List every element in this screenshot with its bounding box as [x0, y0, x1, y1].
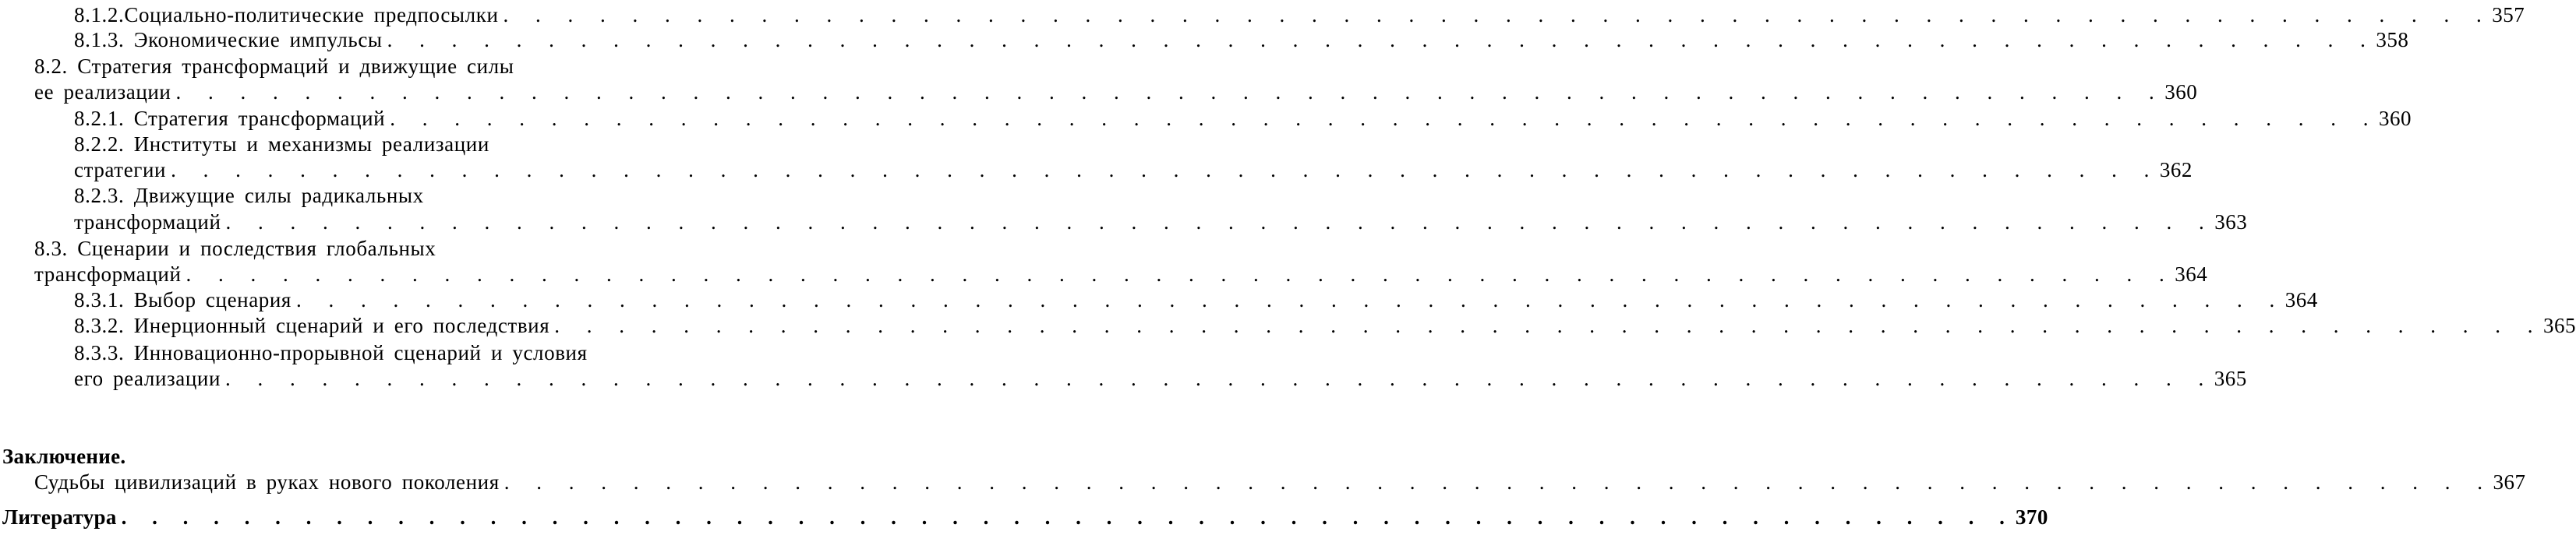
toc-entry-page: 358	[2376, 28, 2409, 51]
toc-entry-page: 370	[2015, 505, 2048, 529]
toc-entry-page: 357	[2492, 3, 2525, 26]
toc-section-literature	[0, 504, 2048, 530]
toc-entry-title: 8.3. Сценарии и последствия глобальных	[34, 237, 436, 260]
dot-leader: . . . . . . . . . . . . . . . . . . . . . . . . . . . . . . . . . . . . . . . . . . . . . . . . . . . . . . . . . . . . . .	[186, 262, 2174, 286]
toc-entry-title: 8.2.2. Институты и механизмы реализации	[74, 132, 489, 156]
toc-entry-page: 360	[2164, 80, 2198, 104]
dot-leader: . . . . . . . . . . . . . . . . . . . . . . . . . . . . . . . . . . . . . . . . . . . . . . . . . . . . . . . . . . . . . .	[225, 210, 2214, 234]
toc-entry-8-3	[0, 235, 691, 262]
toc-entry-title: 8.2.1. Стратегия трансформаций	[74, 107, 386, 130]
dot-leader: . . . . . . . . . . . . . . . . . . . . . . . . . . . . . . . . . . . . . . . . . . . . . . . . . . . . . . . . . . . . . .	[503, 3, 2491, 26]
toc-entry-8-1-2	[0, 2, 2525, 28]
dot-leader: . . . . . . . . . . . . . . . . . . . . . . . . . . . . . . . . . . . . . . . . . . . . . . . . . . . . . . . . . . . . . .	[225, 367, 2213, 390]
toc-entry-page: 360	[2379, 107, 2412, 130]
toc-entry-8-2-cont	[0, 79, 2198, 105]
toc-entry-title: 8.3.2. Инерционный сценарий и его последствия	[74, 314, 550, 337]
toc-entry-title: трансформаций	[34, 262, 182, 286]
toc-entry-8-2-3	[0, 182, 691, 209]
toc-entry-page: 362	[2159, 158, 2193, 181]
toc-entry-title: стратегии	[74, 158, 167, 181]
toc-entry-title: его реализации	[74, 367, 221, 390]
dot-leader: . . . . . . . . . . . . . . . . . . . . . . . . . . . . . . . . . . . . . . . . . . . . . . . . . . . . . . . . . . . . . .	[390, 107, 2377, 130]
toc-entry-8-3-1	[0, 287, 2318, 313]
toc-section-heading: Заключение.	[2, 445, 126, 468]
toc-entry-page: 364	[2284, 288, 2318, 311]
dot-leader: . . . . . . . . . . . . . . . . . . . . . . . . . . . . . . . . . . . . . . . . . . . . . . . . . . . . . . . . . . . . . .	[171, 158, 2158, 181]
toc-entry-title: Судьбы цивилизаций в руках нового поколения	[34, 470, 500, 494]
toc-entry-8-3-3	[0, 340, 691, 366]
toc-entry-8-2-1	[0, 105, 2412, 132]
toc-entry-title: трансформаций	[74, 210, 221, 234]
toc-entry-8-2-2-cont	[0, 157, 2193, 183]
toc-entry-8-1-3	[0, 26, 2409, 53]
toc-entry-8-2-2	[0, 131, 691, 157]
toc-entry-8-2	[0, 53, 691, 79]
toc-entry-8-3-2	[0, 312, 2576, 339]
toc-entry-page: 363	[2214, 210, 2248, 234]
toc-entry-title: 8.1.2.Социально-политические предпосылки	[74, 3, 499, 26]
toc-entry-8-3-3-cont	[0, 365, 2247, 392]
dot-leader: . . . . . . . . . . . . . . . . . . . . . . . . . . . . . . . . . . . . . . . . . . . . . . . . . . . . . . . . . . . . . .	[295, 288, 2284, 311]
toc-entry-8-2-3-cont	[0, 209, 2248, 235]
toc-entry-title: 8.1.3. Экономические импульсы	[74, 28, 383, 51]
toc-entry-conclusion	[0, 469, 2526, 495]
dot-leader: . . . . . . . . . . . . . . . . . . . . . . . . . . . . . . . . . . . . . . . . . . . . . . . . . . . . . . . . . . . . . .	[121, 505, 2014, 529]
toc-section-heading: Литература	[2, 505, 117, 529]
toc-entry-page: 365	[2214, 367, 2247, 390]
toc-entry-title: 8.2. Стратегия трансформаций и движущие силы	[34, 55, 514, 78]
dot-leader: . . . . . . . . . . . . . . . . . . . . . . . . . . . . . . . . . . . . . . . . . . . . . . . . . . . . . . . . . . . . . .	[175, 80, 2164, 104]
dot-leader: . . . . . . . . . . . . . . . . . . . . . . . . . . . . . . . . . . . . . . . . . . . . . . . . . . . . . . . . . . . . . .	[554, 314, 2542, 337]
dot-leader: . . . . . . . . . . . . . . . . . . . . . . . . . . . . . . . . . . . . . . . . . . . . . . . . . . . . . . . . . . . . . .	[387, 28, 2375, 51]
toc-entry-8-3-cont	[0, 261, 2208, 287]
toc-entry-title: 8.3.1. Выбор сценария	[74, 288, 292, 311]
toc-entry-title: ее реализации	[34, 80, 171, 104]
toc-entry-title: 8.2.3. Движущие силы радикальных	[74, 184, 424, 207]
toc-entry-page: 364	[2175, 262, 2208, 286]
toc-entry-page: 365	[2543, 314, 2576, 337]
toc-entry-page: 367	[2493, 470, 2526, 494]
toc-section-conclusion	[0, 443, 691, 470]
dot-leader: . . . . . . . . . . . . . . . . . . . . . . . . . . . . . . . . . . . . . . . . . . . . . . . . . . . . . . . . . . . . . .	[504, 470, 2492, 494]
toc-entry-title: 8.3.3. Инновационно-прорывной сценарий и условия	[74, 341, 588, 364]
